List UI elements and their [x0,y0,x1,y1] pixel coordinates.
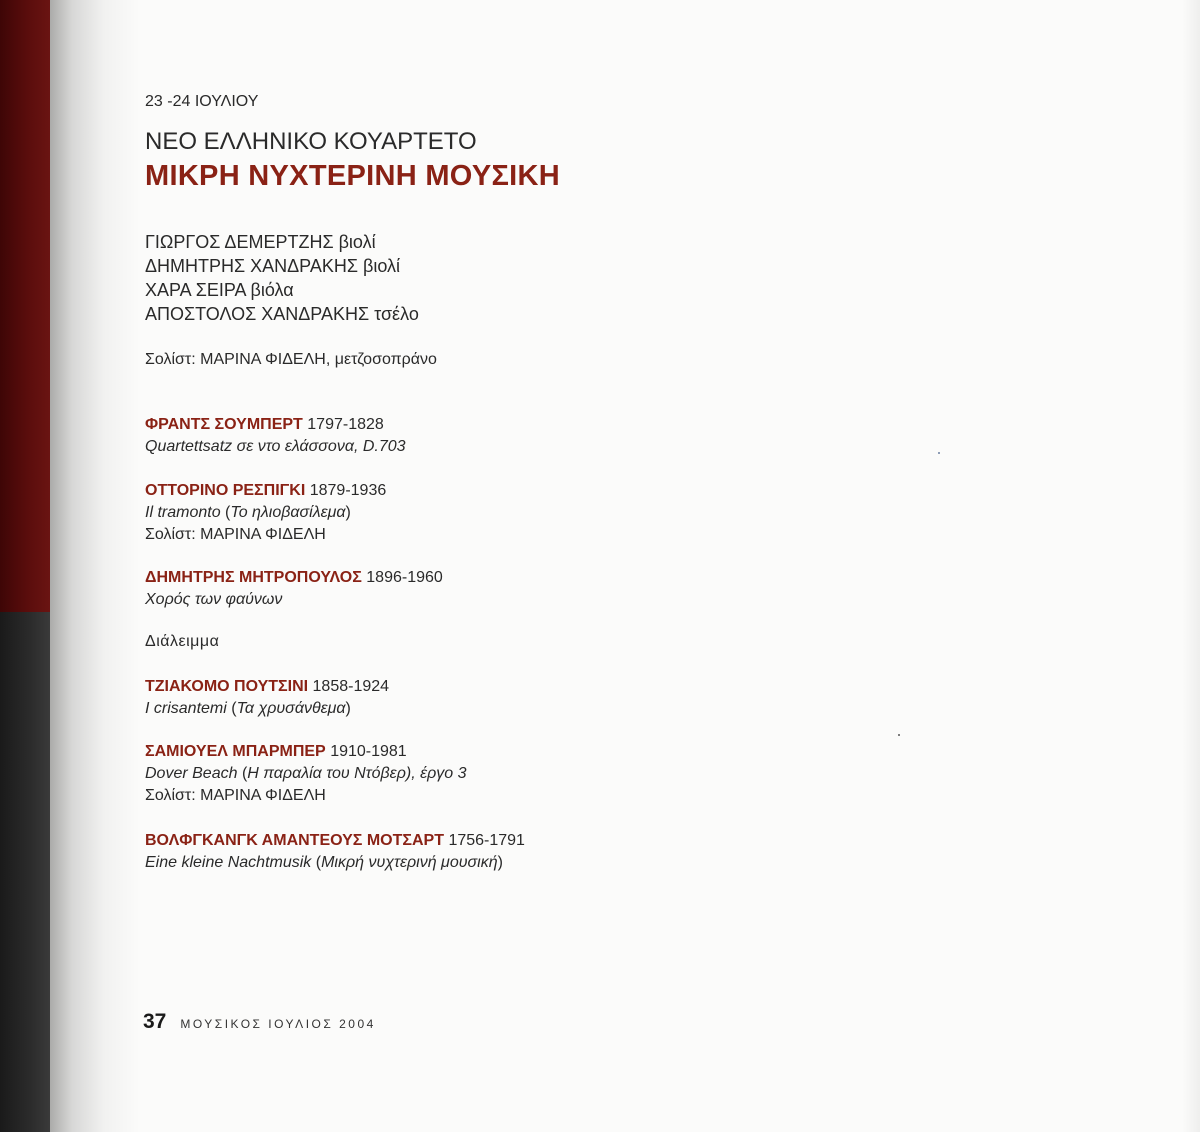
work-title: Χορός των φαύνων [145,591,283,608]
paper-speck [898,734,900,736]
composer-years: 1756-1791 [448,832,525,849]
program-item [145,567,443,611]
page-edge-shadow [1182,0,1200,1132]
member-line: ΓΙΩΡΓΟΣ ΔΕΜΕΡΤΖΗΣ βιολί [145,232,376,252]
work-soloist: Σολίστ: ΜΑΡΙΝΑ ΦΙΔΕΛΗ [145,526,326,543]
work-soloist: Σολίστ: ΜΑΡΙΝΑ ΦΙΔΕΛΗ [145,787,326,804]
program-item [145,480,386,546]
work-paren-open: ( [226,700,237,717]
soloist-line: Σολίστ: ΜΑΡΙΝΑ ΦΙΔΕΛΗ, μετζοσοπράνο [145,351,437,368]
composer-years: 1896-1960 [366,569,443,586]
binding-edge-red [0,0,50,612]
work-title: Dover Beach [145,765,238,782]
ensemble-name: ΝΕΟ ΕΛΛΗΝΙΚΟ ΚΟΥΑΡΤΕΤΟ [145,128,477,155]
intermission-label: Διάλειμμα [145,633,220,650]
composer-name: ΟΤΤΟΡΙΝΟ ΡΕΣΠΙΓΚΙ [145,482,306,499]
work-paren-close: ) [345,504,351,521]
program-item [145,676,389,720]
work-translation: Μικρή νυχτερινή μουσική [321,854,498,871]
composer-name: ΤΖΙΑΚΟΜΟ ΠΟΥΤΣΙΝΙ [145,678,309,695]
member-line: ΧΑΡΑ ΣΕΙΡΑ βιόλα [145,280,294,300]
page-number: 37 [143,1010,167,1033]
composer-years: 1797-1828 [307,416,384,433]
work-title: I crisantemi [145,700,227,717]
page-footer [143,1010,376,1034]
concert-date: 23 -24 ΙΟΥΛΙΟΥ [145,93,259,110]
work-paren-open: ( [311,854,322,871]
member-line: ΑΠΟΣΤΟΛΟΣ ΧΑΝΔΡΑΚΗΣ τσέλο [145,304,419,324]
composer-name: ΒΟΛΦΓΚΑΝΓΚ ΑΜΑΝΤΕΟΥΣ ΜΟΤΣΑΡΤ [145,832,444,849]
composer-years: 1858-1924 [312,678,390,695]
work-title: Il tramonto [145,504,221,521]
work-paren-open: ( [237,765,248,782]
work-title: Quartettsatz σε ντο ελάσσονα, D.703 [145,438,406,455]
work-title: Eine kleine Nachtmusik [145,854,312,871]
composer-name: ΦΡΑΝΤΣ ΣΟΥΜΠΕΡΤ [145,416,303,433]
program-item [145,741,467,807]
work-translation: Το ηλιοβασίλεμα [230,504,346,521]
program-item [145,414,406,458]
paper-speck [938,452,940,454]
work-translation: Τα χρυσάνθεμα [236,700,346,717]
composer-years: 1879-1936 [309,482,387,499]
page-gutter-shadow [50,0,140,1132]
publication-name: ΜΟΥΣΙΚΟΣ ΙΟΥΛΙΟΣ 2004 [180,1017,376,1031]
composer-years: 1910-1981 [330,743,407,760]
work-translation: Η παραλία του Ντόβερ [247,765,406,782]
concert-title: ΜΙΚΡΗ ΝΥΧΤΕΡΙΝΗ ΜΟΥΣΙΚΗ [145,160,561,192]
composer-name: ΔΗΜΗΤΡΗΣ ΜΗΤΡΟΠΟΥΛΟΣ [145,569,362,586]
work-paren-open: ( [220,504,231,521]
composer-name: ΣΑΜΙΟΥΕΛ ΜΠΑΡΜΠΕΡ [145,743,326,760]
work-paren-close: ), έργο 3 [405,765,467,782]
work-paren-close: ) [497,854,503,871]
binding-edge-dark [0,612,50,1132]
member-line: ΔΗΜΗΤΡΗΣ ΧΑΝΔΡΑΚΗΣ βιολί [145,256,401,276]
program-item [145,830,525,874]
work-paren-close: ) [345,700,351,717]
